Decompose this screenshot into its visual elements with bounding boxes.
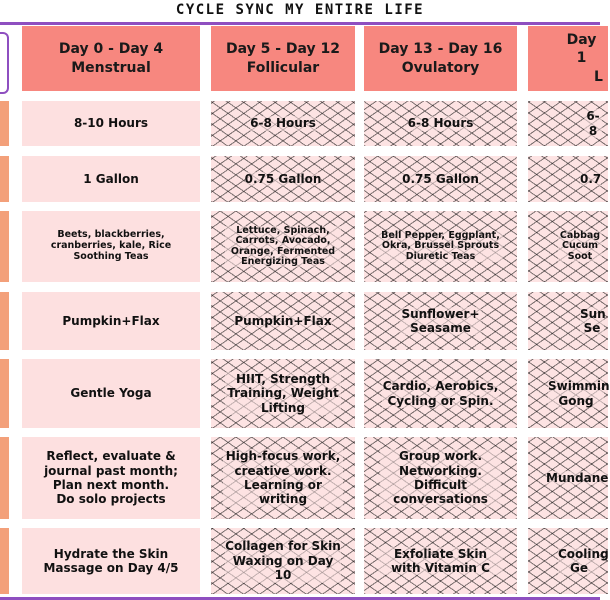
phase-header-follicular xyxy=(211,26,355,91)
table-cell xyxy=(528,292,608,350)
phase-days: Day 1 xyxy=(566,32,597,67)
phase-header-ovulatory xyxy=(364,26,517,91)
phase-days: Day 0 - Day 4 xyxy=(58,41,164,58)
table-cell xyxy=(364,292,517,350)
cell-text: 0.75 Gallon xyxy=(402,171,479,186)
table-cell xyxy=(528,211,608,282)
table-cell xyxy=(22,101,200,146)
cell-text: Collagen for Skin Waxing on Day 10 xyxy=(225,539,341,583)
row-tab xyxy=(0,156,9,202)
row-tab xyxy=(0,292,9,350)
table-cell xyxy=(22,156,200,202)
phase-header-luteal xyxy=(528,26,608,91)
cell-text: Cooling Ge xyxy=(558,546,609,575)
phase-days: Day 13 - Day 16 xyxy=(378,41,503,58)
table-cell xyxy=(364,101,517,146)
cell-text: Pumpkin+Flax xyxy=(234,313,332,328)
phase-days: Day 5 - Day 12 xyxy=(225,41,341,58)
phase-name: Ovulatory xyxy=(401,59,480,76)
table-cell xyxy=(528,156,608,202)
cell-text: Beets, blackberries, cranberries, kale, Rice Soothing Teas xyxy=(50,229,172,262)
table-cell xyxy=(364,437,517,519)
cell-text: Sunflower+ Seasame xyxy=(401,306,480,335)
table-cell xyxy=(22,528,200,594)
table-cell xyxy=(211,156,355,202)
cell-text: Cabbag Cucum Soot xyxy=(559,229,601,262)
row-tab xyxy=(0,528,9,594)
table-cell xyxy=(211,528,355,594)
table-cell xyxy=(364,156,517,202)
cell-text: 0.7 xyxy=(580,171,602,186)
table-cell xyxy=(22,292,200,350)
cell-text: Mundane xyxy=(546,470,609,485)
cell-text: Hydrate the Skin Massage on Day 4/5 xyxy=(43,546,179,575)
table-cell xyxy=(528,437,608,519)
phone-icon xyxy=(0,32,9,94)
table-cell xyxy=(364,359,517,428)
cell-text: High-focus work, creative work. Learning or writing xyxy=(223,449,343,507)
cell-text: Reflect, evaluate & journal past month; Plan next month. Do solo projects xyxy=(44,449,178,507)
cell-text: Swimmin Gong xyxy=(548,379,610,408)
table-cell xyxy=(211,101,355,146)
cell-text: 1 Gallon xyxy=(83,171,139,186)
table-cell xyxy=(528,359,608,428)
table-cell xyxy=(528,528,608,594)
table-cell xyxy=(22,359,200,428)
cell-text: Bell Pepper, Eggplant, Okra, Brussel Sprouts Diuretic Teas xyxy=(378,231,503,262)
phase-name: Menstrual xyxy=(71,59,151,76)
table-cell xyxy=(364,528,517,594)
row-tab xyxy=(0,211,9,282)
phase-name: L xyxy=(594,68,603,85)
table-cell xyxy=(211,437,355,519)
row-tab xyxy=(0,101,9,146)
table-cell xyxy=(364,211,517,282)
cell-text: 6-8 Hours xyxy=(250,116,316,131)
row-tab xyxy=(0,359,9,428)
table-cell xyxy=(211,211,355,282)
table-cell xyxy=(528,101,608,146)
cell-text: Group work. Networking. Difficult conversations xyxy=(380,449,501,507)
cell-text: 6-8 Hours xyxy=(407,116,474,131)
cell-text: Lettuce, Spinach, Carrots, Avocado, Orange, Fermented Energizing Teas xyxy=(225,226,341,268)
cell-text: HIIT, Strength Training, Weight Lifting xyxy=(225,372,341,415)
table-cell xyxy=(22,211,200,282)
phase-name: Follicular xyxy=(246,59,320,76)
cell-text: 0.75 Gallon xyxy=(244,171,322,186)
row-tab xyxy=(0,437,9,519)
cell-text: Gentle Yoga xyxy=(70,386,152,401)
cell-text: 8-10 Hours xyxy=(73,116,149,131)
cell-text: 6-8 xyxy=(584,109,602,138)
cell-text: Sun Se xyxy=(580,306,606,335)
cell-text: Pumpkin+Flax xyxy=(62,313,160,328)
page-title: CYCLE SYNC MY ENTIRE LIFE xyxy=(175,2,425,18)
table-cell xyxy=(211,292,355,350)
phase-header-menstrual xyxy=(22,26,200,91)
table-cell xyxy=(22,437,200,519)
cell-text: Cardio, Aerobics, Cycling or Spin. xyxy=(382,379,499,408)
header-divider xyxy=(0,22,600,25)
table-cell xyxy=(211,359,355,428)
cell-text: Exfoliate Skin with Vitamin C xyxy=(378,547,503,576)
